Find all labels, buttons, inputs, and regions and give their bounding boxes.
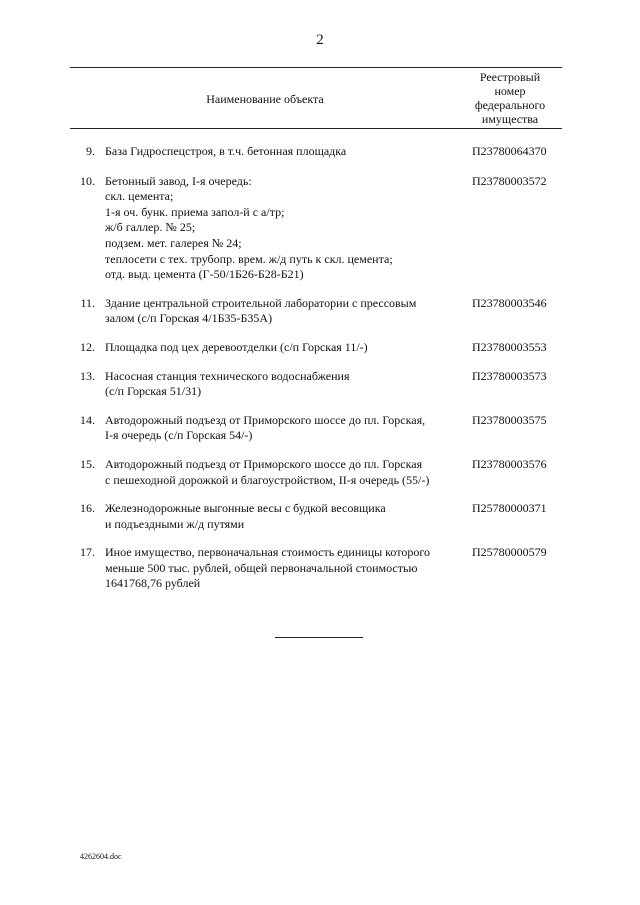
object-name-line: 1-я оч. бунк. приема запол-й с а/тр; [105, 204, 285, 219]
object-name-line: Железнодорожные выгонные весы с будкой весовщика [105, 501, 386, 516]
page-number: 2 [316, 32, 324, 48]
registry-number: П23780003576 [472, 456, 547, 471]
item-number: 10. [80, 173, 95, 188]
object-name-line: с пешеходной дорожкой и благоустройством, II-я очередь (55/-) [105, 472, 430, 487]
list-item [70, 174, 562, 283]
list-item [70, 369, 562, 400]
item-number: 16. [80, 501, 95, 516]
object-name [105, 501, 460, 532]
object-list [70, 144, 562, 592]
column-header-line: номер [494, 84, 526, 98]
object-name [105, 413, 460, 444]
registry-number: П23780003573 [472, 368, 547, 383]
item-number: 14. [80, 412, 95, 427]
registry-number: П23780003575 [472, 412, 547, 427]
item-number: 17. [80, 545, 95, 560]
object-name-line: отд. выд. цемента (Г-50/1Б26-Б28-Б21) [105, 267, 304, 282]
object-name-line: Насосная станция технического водоснабжения [105, 368, 350, 383]
header-bottom-rule [70, 128, 562, 129]
object-name-line: I-я очередь (с/п Горская 54/-) [105, 428, 253, 443]
registry-number: П25780000579 [472, 545, 547, 560]
object-name [105, 174, 460, 283]
item-number: 9. [86, 144, 95, 158]
object-name [105, 457, 460, 488]
column-header-line: Реестровый [479, 70, 541, 84]
item-number: 12. [80, 339, 95, 354]
table-header [70, 67, 562, 129]
item-number: 11. [80, 295, 95, 310]
column-header-line: имущества [481, 112, 539, 126]
column-header-name: Наименование объекта [206, 92, 324, 106]
object-name-line: Автодорожный подъезд от Приморского шоссе до пл. Горская, [105, 412, 426, 427]
object-name-line: База Гидроспецстроя, в т.ч. бетонная площадка [105, 144, 347, 158]
object-name-line: 1641768,76 рублей [105, 576, 201, 591]
list-item [70, 296, 562, 327]
object-name [105, 144, 460, 160]
object-name [105, 545, 460, 592]
object-name-line: Автодорожный подъезд от Приморского шоссе до пл. Горская [105, 456, 423, 471]
object-name [105, 340, 460, 356]
registry-number: П23780003572 [472, 173, 547, 188]
column-header-line: федерального [474, 98, 546, 112]
object-name-line: теплосети с тех. трубопр. врем. ж/д путь к скл. цемента; [105, 251, 393, 266]
list-item [70, 457, 562, 488]
registry-number: П23780003553 [472, 339, 547, 354]
file-name: 4262604.doc [80, 852, 122, 861]
registry-number: П25780000371 [472, 501, 547, 516]
list-item [70, 340, 562, 356]
list-item [70, 501, 562, 532]
object-name-line: ж/б галлер. № 25; [105, 220, 196, 235]
registry-number: П23780003546 [472, 295, 547, 310]
object-name-line: скл. цемента; [105, 189, 174, 204]
object-name [105, 296, 460, 327]
object-name-line: Бетонный завод, I-я очередь: [105, 173, 252, 188]
list-item [70, 413, 562, 444]
object-name-line: меньше 500 тыс. рублей, общей первоначальной стоимостью [105, 560, 418, 575]
registry-number: П23780064370 [472, 144, 547, 158]
object-name-line: (с/п Горская 51/31) [105, 384, 202, 399]
object-name-line: и подъездными ж/д путями [105, 516, 245, 531]
header-top-rule [70, 67, 562, 68]
object-name-line: залом (с/п Горская 4/1Б35-Б35А) [105, 311, 273, 326]
object-name-line: Здание центральной строительной лаборатории с прессовым [105, 295, 417, 310]
list-item [70, 545, 562, 592]
object-name [105, 369, 460, 400]
list-item [70, 144, 562, 160]
item-number: 13. [80, 368, 95, 383]
end-separator-line [275, 637, 363, 638]
object-name-line: Иное имущество, первоначальная стоимость единицы которого [105, 545, 430, 560]
object-name-line: подзем. мет. галерея № 24; [105, 235, 242, 250]
item-number: 15. [80, 456, 95, 471]
object-name-line: Площадка под цех деревоотделки (с/п Горская 11/-) [105, 339, 368, 354]
column-header-registry-number [458, 70, 562, 126]
